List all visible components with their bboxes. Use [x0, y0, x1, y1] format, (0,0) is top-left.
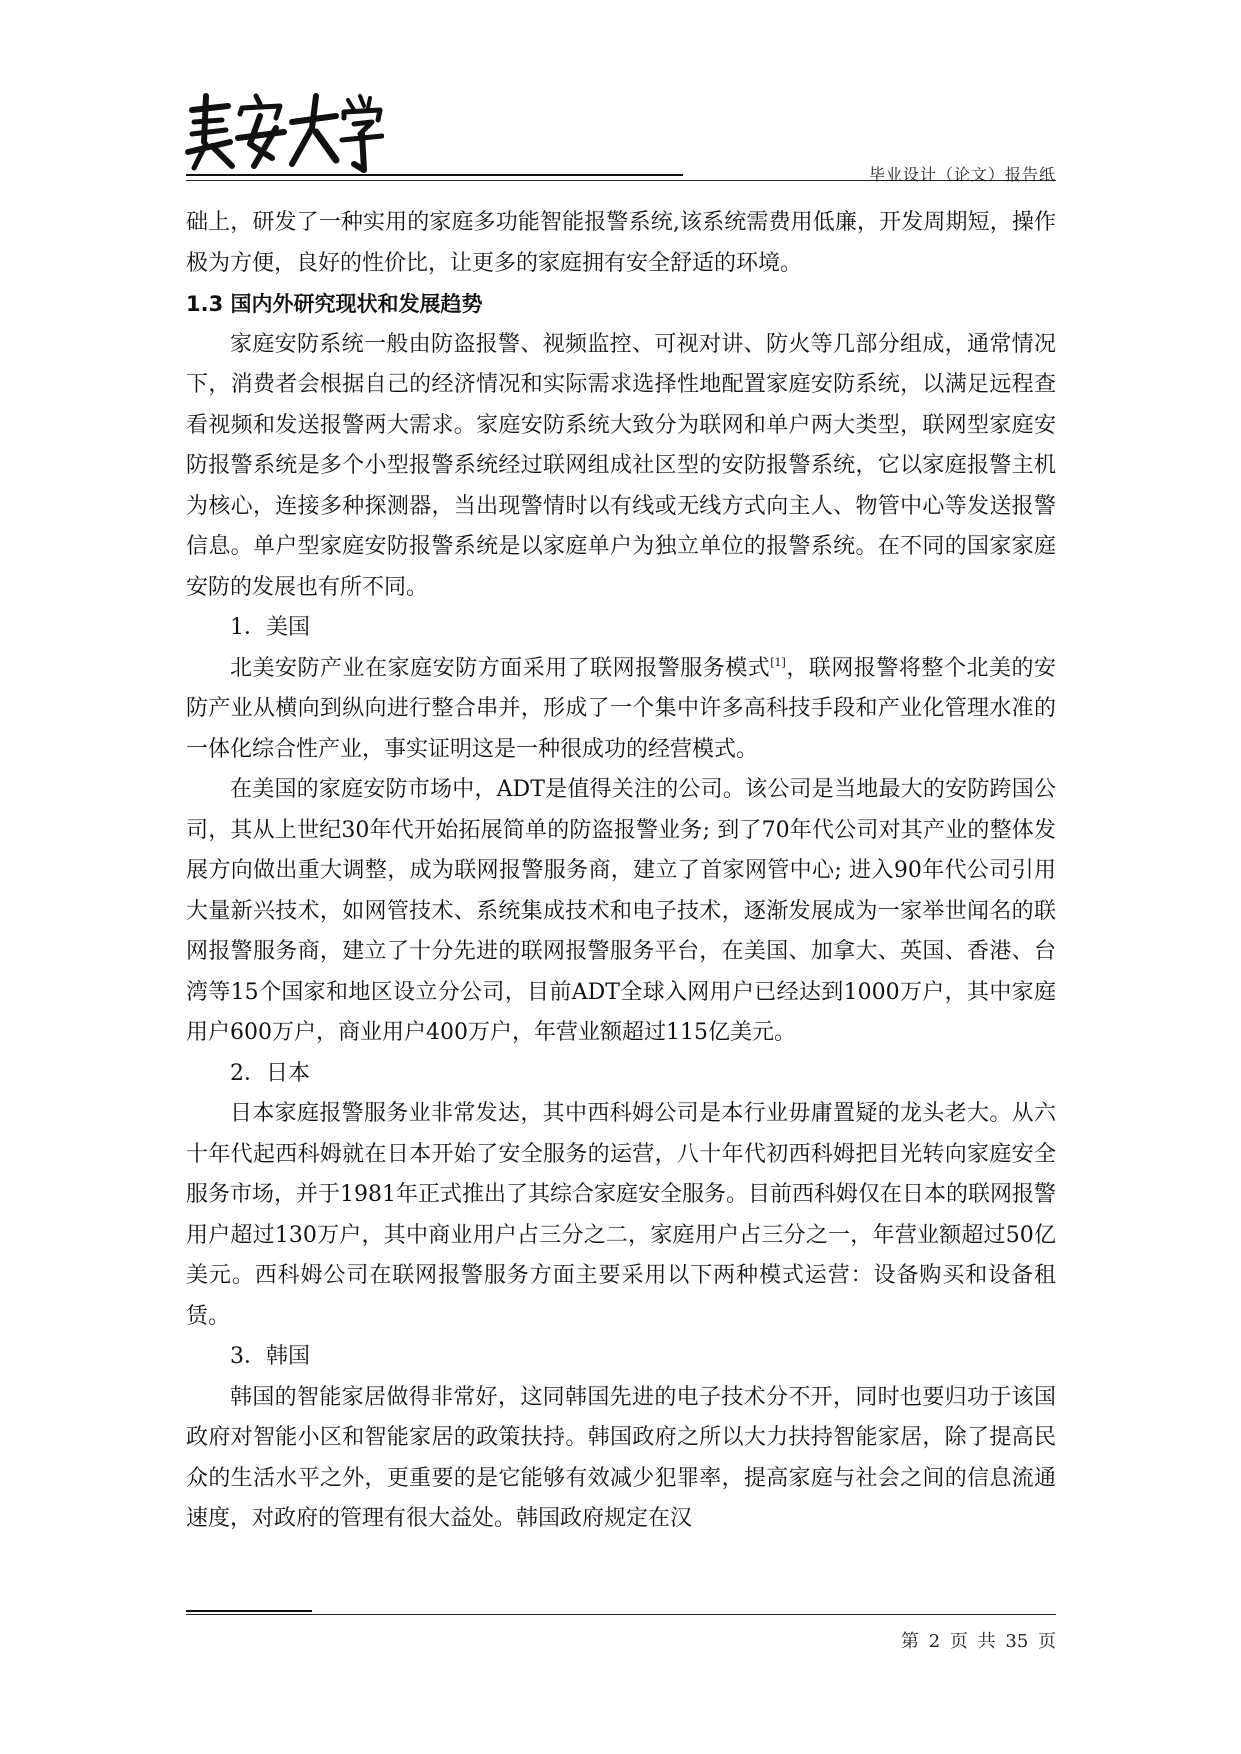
footer-rule	[186, 1614, 1056, 1615]
subheading-korea: 3．韩国	[230, 1344, 310, 1369]
subheading-japan: 2．日本	[230, 1060, 310, 1086]
paragraph-text: 北美安防产业在家庭安防方面采用了联网报警服务模式	[230, 655, 771, 681]
paragraph-text: ，联网报警将整个北美的安防产业从横向到纵向进行整合串并，形成了一个集中许多高科技手段和产业化管理水准的一体化综合性产业，事实证明这是一种很成功的经营模式。	[186, 655, 1056, 762]
footer-rule-thick	[186, 1610, 312, 1612]
paragraph-korea: 韩国的智能家居做得非常好，这同韩国先进的电子技术分不开，同时也要归功于该国政府对智能小区和智能家居的政策扶持。韩国政府之所以大力扶持智能家居，除了提高民众的生活水平之外，更重要的是它能够有效减少犯罪率，提高家庭与社会之间的信息流通速度，对政府的管理有很大益处。韩国政府规定在汉	[186, 1384, 1056, 1531]
paragraph-japan: 日本家庭报警服务业非常发达，其中西科姆公司是本行业毋庸置疑的龙头老大。从六十年代起西科姆就在日本开始了安全服务的运营，八十年代初西科姆把目光转向家庭安全服务市场，并于1981年正式推出了其综合家庭安全服务。目前西科姆仅在日本的联网报警用户超过130万户，其中商业用户占三分之二，家庭用户占三分之一，年营业额超过50亿美元。西科姆公司在联网报警服务方面主要采用以下两种模式运营：设备购买和设备租赁。	[186, 1101, 1056, 1329]
subheading-usa: 1．美国	[230, 615, 310, 640]
paragraph-north-america	[186, 649, 1056, 771]
page-number: 第 2 页 共 35 页	[901, 1631, 1056, 1652]
paragraph-continuation: 础上，研发了一种实用的家庭多功能智能报警系统,该系统需费用低廉，开发周期短，操作极为方便，良好的性价比，让更多的家庭拥有安全舒适的环境。	[186, 210, 1056, 276]
header-label: 毕业设计（论文）报告纸	[868, 165, 1056, 184]
section-heading: 1.3 国内外研究现状和发展趋势	[186, 292, 483, 316]
paragraph-adt: 在美国的家庭安防市场中，ADT是值得关注的公司。该公司是当地最大的安防跨国公司，其从上世纪30年代开始拓展简单的防盗报警业务; 到了70年代公司对其产业的整体发展方向做出重大调整，成为联网报警服务商，建立了首家网管中心; 进入90年代公司引用大量新兴技术，如网管技术、系统集成技术和电子技术，逐渐发展成为一家举世闻名的联网报警服务商，建立了十分先进的联网报警服务平台，在美国、加拿大、英国、香港、台湾等15个国家和地区设立分公司，目前ADT全球入网用户已经达到1000万户，其中家庭用户600万户，商业用户400万户，年营业额超过115亿美元。	[186, 777, 1056, 1045]
header-rule-thick	[186, 174, 683, 176]
document-body	[186, 203, 1056, 1540]
paragraph-overview: 家庭安防系统一般由防盗报警、视频监控、可视对讲、防火等几部分组成，通常情况下，消费者会根据自己的经济情况和实际需求选择性地配置家庭安防系统，以满足远程查看视频和发送报警两大需求。家庭安防系统大致分为联网和单户两大类型，联网型家庭安防报警系统是多个小型报警系统经过联网组成社区型的安防报警系统，它以家庭报警主机为核心，连接多种探测器，当出现警情时以有线或无线方式向主人、物管中心等发送报警信息。单户型家庭安防报警系统是以家庭单户为独立单位的报警系统。在不同的国家家庭安防的发展也有所不同。	[186, 331, 1056, 600]
citation-reference: [1]	[770, 655, 786, 669]
university-logo	[184, 92, 384, 176]
